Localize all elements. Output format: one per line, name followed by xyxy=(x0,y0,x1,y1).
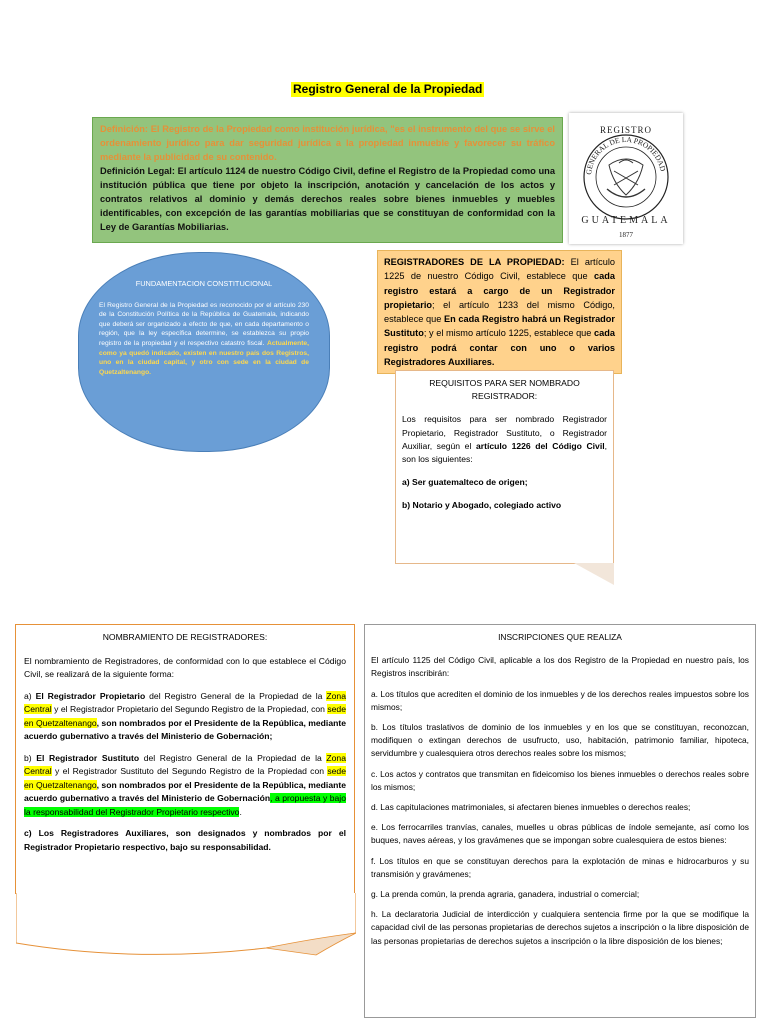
definition-text: El Registro de la Propiedad como institución jurídica, "es el instrumento del que se sirve el ordenamiento jurídico para dar seguridad jurídica a la propiedad inmueble y favorecer su tráfico mediante la publicidad de su contenido. xyxy=(100,124,555,162)
constitutional-foundation-oval xyxy=(78,252,330,452)
inscriptions-box xyxy=(364,624,756,1018)
item-b-bold-2: , son nombrados por el Presidente de la República, mediante acuerdo gubernativo a través del Ministerio de Gobernación xyxy=(24,779,346,803)
item-b-zone: Zona Central xyxy=(24,752,346,776)
requirements-title: REQUISITOS PARA SER NOMBRADO REGISTRADOR: xyxy=(429,378,580,402)
definition-label: Definición: xyxy=(100,124,149,134)
requirement-b: b) Notario y Abogado, colegiado activo xyxy=(402,500,562,511)
appointment-intro: El nombramiento de Registradores, de conformidad con lo que establece el Código Civil, se realizará de la siguiente forma: xyxy=(24,655,346,679)
requirements-intro-a: Los requisitos para ser nombrado Registrador Propietario, Registrador Sustituto, o Registrador Auxiliar, según el xyxy=(402,414,607,451)
quetzal-emblem xyxy=(607,159,645,197)
requirements-intro xyxy=(402,413,607,466)
inscriptions-item: b. Los títulos traslativos de dominio de los inmuebles y en los que se constituyan, reconozcan, modifiquen o extingan derechos de usufructo, uso, habitación, patrimonio familiar, hipoteca, servidumbre y cualesquiera otros derechos reales sobre los mismos; xyxy=(371,722,749,759)
item-b-period: . xyxy=(239,806,242,817)
item-a-prefix: a) xyxy=(24,690,36,701)
item-b-prefix: b) xyxy=(24,752,37,763)
seal-ring-text: GENERAL DE LA PROPIEDAD xyxy=(584,134,668,176)
requirements-box xyxy=(395,370,614,564)
appointment-item-c: c) Los Registradores Auxiliares, son designados y nombrados por el Registrador Propietario respectivo, bajo su responsabilidad. xyxy=(24,828,346,852)
registrars-bold-2: En cada Registro habrá un Registrador Sustituto xyxy=(384,314,615,339)
legal-definition: Definición Legal: El artículo 1124 de nuestro Código Civil, define el Registro de la Propiedad como una institución pública que tiene por objeto la inscripción, anotación y cancelación de los actos y contratos relativos al dominio y demás derechos reales sobre bienes inmuebles y muebles identificables, con excepción de las garantías mobiliarias que se constituyan de conformidad con la Ley de Garantías Mobiliarias. xyxy=(100,166,555,232)
seal-top-text: REGISTRO xyxy=(599,125,653,135)
appointment-title: NOMBRAMIENTO DE REGISTRADORES: xyxy=(102,632,268,642)
foundation-title: FUNDAMENTACION CONSTITUCIONAL xyxy=(135,279,273,288)
item-a-bold: El Registrador Propietario xyxy=(35,690,146,701)
seal-bottom-text: GUATEMALA xyxy=(581,215,671,226)
inscriptions-item: d. Las capitulaciones matrimoniales, si afectaren bienes inmuebles o derechos reales; xyxy=(371,802,691,813)
inscriptions-item: g. La prenda común, la prenda agraria, ganadera, industrial o comercial; xyxy=(371,889,640,900)
page-title: Registro General de la Propiedad xyxy=(293,82,483,96)
registrars-bold-3: cada registro podrá contar con uno o varios Registradores Auxiliares. xyxy=(384,328,615,368)
inscriptions-item: e. Los ferrocarriles tranvías, canales, muelles u obras públicas de índole semejante, así como los buques, naves aéreas, y los gravámenes que se impongan sobre cualesquiera de estos bienes: xyxy=(371,822,749,846)
registrars-text-2: ; el artículo 1233 del mismo Código, establece que xyxy=(384,299,615,325)
item-b-text: del Registro General de la Propiedad de la xyxy=(139,752,327,763)
requirements-article: artículo 1226 del Código Civil xyxy=(475,440,605,451)
registrars-heading: REGISTRADORES DE LA PROPIEDAD: xyxy=(384,257,565,267)
registrars-bold-1: cada registro estará a cargo de un Registrador propietario xyxy=(384,271,615,310)
item-a-zone: Zona Central xyxy=(24,690,346,714)
seal-year: 1877 xyxy=(619,231,633,239)
appointment-item-a xyxy=(24,690,346,744)
item-a-text-2: y el Registrador Propietario del Segundo Registro de la Propiedad, con xyxy=(51,704,328,714)
page-curl-decoration xyxy=(16,893,356,963)
registry-seal-image xyxy=(569,113,683,244)
registrars-text-1: El artículo 1225 de nuestro Código Civil, establece que xyxy=(384,257,616,282)
requirements-intro-c: , son los siguientes: xyxy=(402,440,607,465)
inscriptions-item: a. Los títulos que acrediten el dominio de los inmuebles y de los derechos reales impuestos sobre los mismos; xyxy=(371,688,749,712)
definition-box xyxy=(92,117,563,243)
item-b-proposal: , a propuesta y bajo la responsabilidad del Registrador Propietario respectivo xyxy=(24,793,346,817)
registrars-box xyxy=(377,250,622,374)
registrars-text-3: ; y el mismo artículo 1225, establece que xyxy=(423,328,595,339)
seal-emblem xyxy=(569,113,683,244)
requirement-a: a) Ser guatemalteco de origen; xyxy=(402,477,528,488)
page-curl-decoration xyxy=(574,563,614,585)
item-b-seat: sede en Quetzaltenango xyxy=(24,766,346,790)
inscriptions-item: El artículo 1125 del Código Civil, aplicable a los dos Registro de la Propiedad en nuestro país, los Registros inscribirán: xyxy=(371,655,749,679)
appointment-item-b xyxy=(24,752,346,820)
inscriptions-item: f. Los títulos en que se constituyan derechos para la explotación de minas e hidrocarburos y su transmisión y gravámenes; xyxy=(371,855,749,879)
item-b-bold: El Registrador Sustituto xyxy=(36,752,140,763)
item-a-seat: sede en Quetzaltenango xyxy=(24,704,346,728)
item-a-text: del Registro General de la Propiedad de la xyxy=(145,690,327,701)
inscriptions-item: h. La declaratoria Judicial de interdicción y cualquiera sentencia firme por la que se modifique la capacidad civil de las personas propietarias de derechos sujetos a inscripción o la libre disposición de las personas propietarias de derechos sujetos a inscripción o la libre disposición de los bienes; xyxy=(371,909,749,946)
item-a-bold-2: , son nombrados por el Presidente de la República, mediante acuerdo gubernativo a través del Ministerio de Gobernación; xyxy=(24,717,346,741)
foundation-text: El Registro General de la Propiedad es reconocido por el artículo 230 de la Constitución Política de la República de Guatemala, indicando que deberá ser organizado a efecto de que, en cada departamento o región, que la ley específica determine, se establezca su propio registro de la propiedad y el respectivo catastro fiscal. xyxy=(99,301,309,347)
inscriptions-item: c. Los actos y contratos que transmitan en fideicomiso los bienes inmuebles o derechos reales sobre los mismos; xyxy=(371,768,749,792)
appointment-box xyxy=(15,624,355,894)
inscriptions-title: INSCRIPCIONES QUE REALIZA xyxy=(498,632,622,642)
foundation-highlight: Actualmente, como ya quedó indicado, existen en nuestro país dos Registros, uno en la ciudad capital, y otro con sede en la ciudad de Quetzaltenango. xyxy=(99,339,309,376)
item-b-text-2: y el Registrador Sustituto del Segundo Registro de la Propiedad con xyxy=(51,766,328,776)
